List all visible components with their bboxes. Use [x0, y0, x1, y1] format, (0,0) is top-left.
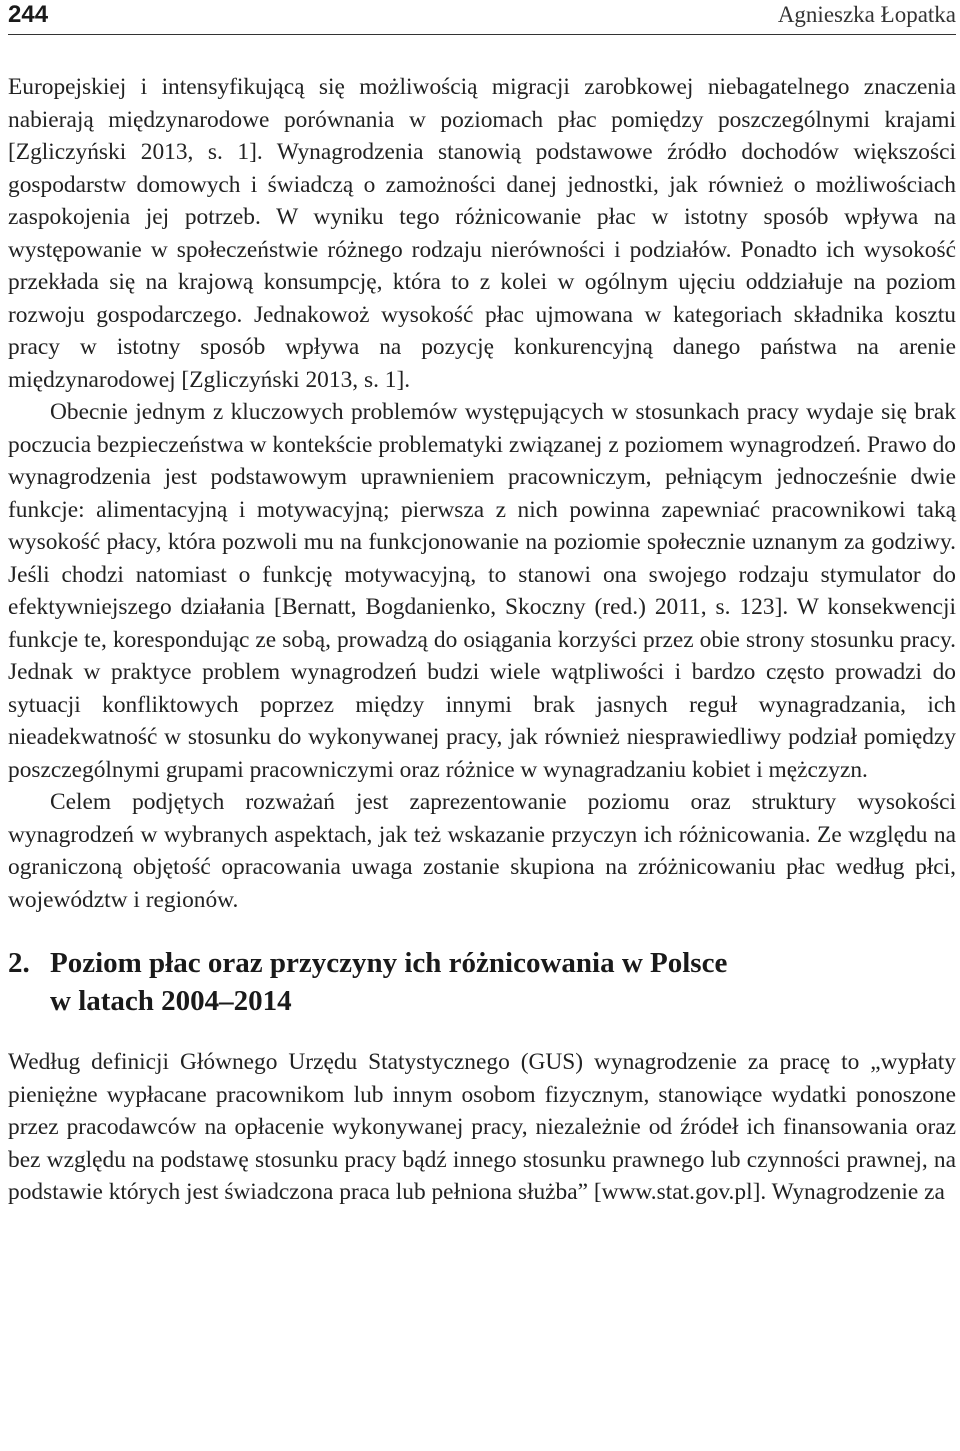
paragraph-2: Obecnie jednym z kluczowych problemów występujących w stosunkach pracy wydaje się brak poczucia bezpieczeństwa w kontekście problematyki związanej z poziomem wynagrodzeń. Prawo do wynagrodzenia jest podstawowym uprawnieniem pracowniczym, pełniącym jednocześnie dwie funkcje: alimentacyjną i motywacyjną; pierwsza z nich powinna zapewniać pracownikowi taką wysokość płacy, która pozwoli mu na funkcjonowanie na poziomie społecznie uznanym za godziwy. Jeśli chodzi natomiast o funkcję motywacyjną, to stanowi ona swojego rodzaju stymulator do efektywniejszego działania [Bernatt, Bogdanienko, Skoczny (red.) 2011, s. 123]. W konsekwencji funkcje te, korespondując ze sobą, prowadzą do osiągania korzyści przez obie strony stosunku pracy. Jednak w praktyce problem wynagrodzeń budzi wiele wątpliwości i bardzo często prowadzi do sytuacji konfliktowych poprzez między innymi brak jasnych reguł wynagradzania, ich nieadekwatność w stosunku do wykonywanej pracy, jak również niesprawiedliwy podział pomiędzy poszczególnymi grupami pracowniczymi oraz różnice w wynagradzaniu kobiet i mężczyzn. — [8, 399, 956, 783]
body-text — [8, 71, 956, 1209]
section-number: 2. — [8, 947, 30, 979]
section-title-line-2: w latach 2004–2014 — [50, 985, 292, 1017]
paragraph-3: Celem podjętych rozważań jest zaprezentowanie poziomu oraz struktury wysokości wynagrodzeń w wybranych aspektach, jak też wskazanie przyczyn ich różnicowania. Ze względu na ograniczoną objętość opracowania uwaga zostanie skupiona na zróżnicowaniu płac według płci, województw i regionów. — [8, 789, 956, 913]
running-head-author: Agnieszka Łopatka — [777, 2, 956, 27]
paragraph-1: Europejskiej i intensyfikującą się możliwością migracji zarobkowej niebagatelnego znaczenia nabierają międzynarodowe porównania w poziomach płac pomiędzy poszczególnymi krajami [Zgliczyński 2013, s. 1]. Wynagrodzenia stanowią podstawowe źródło dochodów większości gospodarstw domowych i świadczą o zamożności danej jednostki, jak również o możliwościach zaspokojenia jej potrzeb. W wyniku tego różnicowanie płac w istotny sposób wpływa na występowanie w społeczeństwie różnego rodzaju nierówności i podziałów. Ponadto ich wysokość przekłada się na krajową konsumpcję, która to z kolei w ogólnym ujęciu oddziałuje na poziom rozwoju gospodarczego. Jednakowoż wysokość płac ujmowana w kategoriach składnika kosztu pracy w istotny sposób wpływa na pozycję konkurencyjną danego państwa na arenie międzynarodowej [Zgliczyński 2013, s. 1]. — [8, 74, 956, 393]
section-paragraph: Według definicji Głównego Urzędu Statystycznego (GUS) wynagrodzenie za pracę to „wypłaty pieniężne wypłacane pracownikom lub innym osobom fizycznym, stanowiące wydatki ponoszone przez pracodawców na opłacenie wykonywanej pracy, niezależnie od źródeł ich finansowania oraz bez względu na podstawę stosunku pracy bądź innego stosunku prawnego lub czynności prawnej, na podstawie których jest świadczona praca lub pełniona służba” [www.stat.gov.pl]. Wynagrodzenie za — [8, 1049, 956, 1205]
section-title-line-1: Poziom płac oraz przyczyny ich różnicowania w Polsce — [50, 947, 728, 979]
page-header — [8, 0, 956, 35]
section-heading — [8, 944, 956, 1020]
page-number: 244 — [8, 1, 49, 28]
